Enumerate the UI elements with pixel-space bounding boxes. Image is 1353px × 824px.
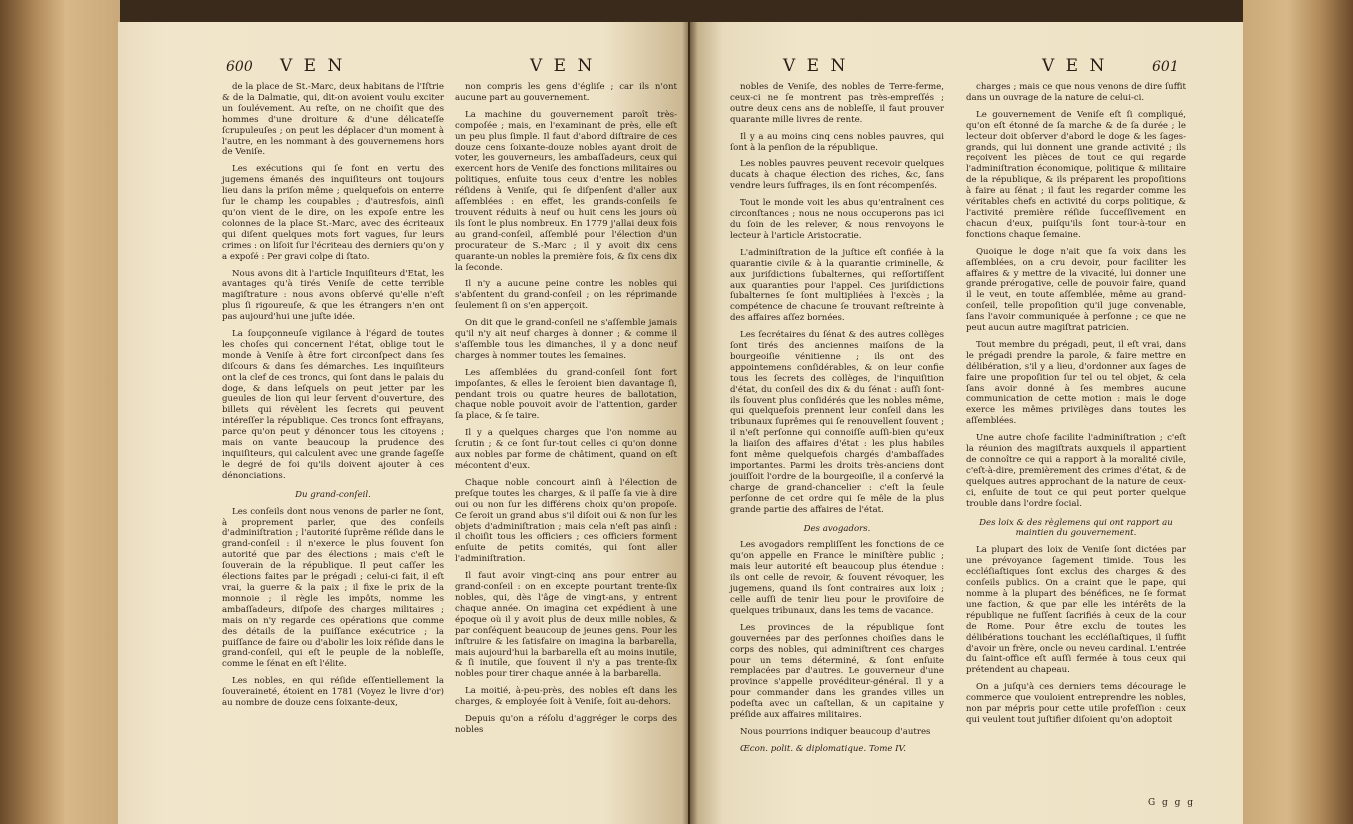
- section-title: Des loix & des règlemens qui ont rapport au maintien du gouvernement.: [979, 517, 1173, 539]
- paragraph: Tout le monde voit les abus qu'entraînent ces circonſtances ; nous ne nous occuperons pas ici du ſoin de les relever, & nous renvoyons le lecteur à l'article Aristocratie.: [730, 198, 944, 241]
- paragraph: Les exécutions qui ſe font en vertu des jugemens émanés des inquiſiteurs ont toujours lieu dans la priſon même ; quelquefois on enterre ſur le champ les coupables ; d'autresfois, ainſi qu'on vient de le dire, on les expoſe entre les colonnes de la place St.-Marc, avec des écriteaux qui diſent quelques mots fort vagues, ſur leurs crimes : on liſoit ſur l'écriteau des derniers qu'on y a expoſé : Per gravi colpe di ſtato.: [222, 164, 444, 262]
- paragraph: L'adminiſtration de la juſtice eſt confiée à la quarantie civile & à la quarantie criminelle, & aux juriſdictions ſubalternes, qui reſſortiſſent aux quaranties pour l'appel. Ces juriſdictions ſubalternes ſe ſont multipliées à l'excès ; la compétence de chacune ſe trouvant reſtreinte à des affaires aſſez bornées.: [730, 247, 944, 324]
- paragraph: Il y a quelques charges que l'on nomme au ſcrutin ; & ce ſont ſur-tout celles ci qu'on donne aux nobles par forme de châtiment, quand on eſt mécontent d'eux.: [455, 428, 677, 471]
- book-edge-left: [0, 0, 120, 824]
- left-running-head-a: V E N: [280, 56, 346, 76]
- right-running-head-a: V E N: [783, 56, 849, 76]
- right-page-number: 601: [1152, 59, 1179, 75]
- paragraph: Il faut avoir vingt-cinq ans pour entrer au grand-conſeil : on en excepte pourtant trente-ſix nobles, qui, dès l'âge de vingt-ans, y entrent chaque année. On imagina cet expédient à une époque où il y avoit plus de deux mille nobles, & par conſéquent beaucoup de jeunes gens. Pour les inſtruire & les ſatisfaire on imagina la barbarella, mais aujourd'hui la barbarella eſt au moins inutile, & ſi inutile, que ſouvent il n'y a pas trente-ſix nobles pour tirer chaque année à la barbarella.: [455, 571, 677, 680]
- paragraph: La plupart des loix de Veniſe ſont dictées par une prévoyance ſagement timide. Tous les eccléſiaſtiques ſont exclus des charges & des conſeils publics. On a craint que le pape, qui nomme à la plupart des bénéfices, ne ſe format une faction, & que par elle les intérêts de la république ne fuſſent ſacrifiés à ceux de la cour de Rome. Pour être exclu de toutes les délibérations touchant les eccléſiaſtiques, il ſuffit d'avoir un frère, oncle ou neveu cardinal. L'entrée du ſaint-office eſt auſſi fermée à tous ceux qui prétendent au chapeau.: [966, 545, 1186, 676]
- section-title: Des avogadors.: [803, 523, 871, 534]
- paragraph: Les nobles pauvres peuvent recevoir quelques ducats à chaque élection des riches, &c, ſans vendre leurs ſuffrages, ils en ſont récompenſés.: [730, 159, 944, 192]
- paragraph: Le gouvernement de Veniſe eſt ſi compliqué, qu'on eſt étonné de ſa marche & de ſa durée ; le lecteur doit obſerver d'abord le doge & les ſages-grands, qui lui donnent une grande activité ; ils reçoivent les pièces de tout ce qui regarde l'adminiſtration économique, politique & militaire de la république, & ils préparent les propoſitions à faire au ſénat ; il faut les regarder comme les véritables chefs en activité du corps politique, & l'activité première réſide ſucceſſivement en chacun d'eux, puiſqu'ils ſont tour-à-tour en fonctions chaque ſemaine.: [966, 109, 1186, 240]
- paragraph: Les nobles, en qui réſide eſſentiellement la ſouveraineté, étoient en 1781 (Voyez le livre d'or) au nombre de douze cens ſoixante-deux,: [222, 676, 444, 709]
- paragraph: La ſoupçonneuſe vigilance à l'égard de toutes les choſes qui concernent l'état, oblige tout le monde à Veniſe à être fort circonſpect dans ſes diſcours & dans ſes démarches. Les inquiſiteurs ont la clef de ces troncs, qui ſont dans le palais du doge, & dans leſquels on peut jetter par les gueules de lion qui leur ſervent d'ouverture, des billets qui révèlent les ſecrets qui peuvent intéreſſer la république. Ces troncs ſont effrayans, parce qu'on peut y dénoncer tous les citoyens ; mais on vante beaucoup la prudence des inquiſiteurs, qui calculent avec une grande ſageſſe le degré de foi qu'ils doivent ajouter à ces dénonciations.: [222, 329, 444, 481]
- right-column-2: [966, 82, 1186, 732]
- paragraph: La moitié, à-peu-près, des nobles eſt dans les charges, & employée ſoit à Veniſe, ſoit au-dehors.: [455, 686, 677, 708]
- left-column-1: [222, 82, 444, 715]
- paragraph: Chaque noble concourt ainſi à l'élection de preſque toutes les charges, & il paſſe ſa vie à dire oui ou non ſur les différens choix qu'on propoſe. Ce ſeroit un grand abus s'il diſoit oui & non ſur les objets d'adminiſtration ; mais cela n'eſt pas ainſi : il choiſit tous les officiers ; ces officiers forment enſuite de petits comités, qui ſont aller l'adminiſtration.: [455, 477, 677, 565]
- paragraph: non compris les gens d'égliſe ; car ils n'ont aucune part au gouvernement.: [455, 82, 677, 103]
- paragraph: Les provinces de la république ſont gouvernées par des perſonnes choiſies dans le corps des nobles, qui adminiſtrent ces charges pour un tems déterminé, & ſont enſuite remplacées par d'autres. Le gouverneur d'une province s'appelle provéditeur-général. Il y a pour commander dans les grandes villes un podeſta avec un caſtellan, & un capitaine y préſide aux affaires militaires.: [730, 622, 944, 721]
- section-title: Du grand-conſeil.: [295, 489, 371, 500]
- paragraph: On dit que le grand-conſeil ne s'aſſemble jamais qu'il n'y ait neuf charges à donner ; & comme il s'aſſemble tous les dimanches, il y a donc neuf charges à nommer toutes les ſemaines.: [455, 318, 677, 361]
- paragraph: Une autre choſe facilite l'adminiſtration ; c'eſt la réunion des magiſtrats auxquels il appartient de connoître ce qui a rapport à la moralité civile, c'eſt-à-dire, premièrement des crimes d'état, & de quelques autres approchant de la nature de ceux-ci, enſuite de tout ce qui peut porter quelque trouble dans l'ordre ſocial.: [966, 433, 1186, 509]
- paragraph: Les conſeils dont nous venons de parler ne ſont, à proprement parler, que des conſeils d'adminiſtration ; l'autorité ſuprême réſide dans le grand-conſeil : il n'exerce le plus ſouvent ſon autorité que par des élections ; mais c'eſt le ſouverain de la république. Il peut caſſer les élections faites par le prégadi ; celui-ci fait, il eſt vrai, la guerre & la paix ; il fixe le prix de la monnoie ; il règle les impôts, nomme les ambaſſadeurs, diſpoſe des charges militaires ; mais on n'y regarde ces opérations que comme des détails de la puiſſance exécutrice ; la puiſſance de faire ou d'abolir les loix réſide dans le grand-conſeil, qui eſt le peuple de la nobleſſe, comme le ſénat en eſt l'élite.: [222, 506, 444, 670]
- left-running-head-b: V E N: [530, 56, 596, 76]
- book-edge-right: [1243, 0, 1353, 824]
- paragraph: Depuis qu'on a réſolu d'aggréger le corps des nobles: [455, 714, 677, 735]
- right-page: [690, 22, 1243, 824]
- right-running-head-b: V E N: [1042, 56, 1108, 76]
- paragraph: Quoique le doge n'ait que ſa voix dans les aſſemblées, on a cru devoir, pour faciliter les affaires & y mettre de la vivacité, lui donner une grande prérogative, celle de pouvoir faire, quand il le veut, en toute aſſemblée, même au grand-conſeil, telle propoſition qu'il juge convenable, ſans l'avoir communiquée à perſonne ; ce que ne peut aucun autre magiſtrat patricien.: [966, 246, 1186, 334]
- paragraph: Il y a au moins cinq cens nobles pauvres, qui ſont à la penſion de la république.: [730, 131, 944, 153]
- paragraph: Nous avons dit à l'article Inquiſiteurs d'Etat, les avantages qu'à tirés Veniſe de cette terrible magiſtrature : nous avons obſervé qu'elle n'eſt plus ſi rigoureuſe, & que les étrangers n'en ont pas aujourd'hui une juſte idée.: [222, 268, 444, 323]
- book-gutter: [682, 22, 698, 824]
- footer-note: Œcon. polit. & diplomatique. Tome IV.: [740, 743, 906, 754]
- paragraph: charges ; mais ce que nous venons de dire ſuffit dans un ouvrage de la nature de celui-ci.: [966, 82, 1186, 103]
- paragraph: Nous pourrions indiquer beaucoup d'autres: [740, 726, 931, 737]
- signature-mark: G g g g: [1148, 798, 1196, 808]
- open-book: [118, 22, 1243, 824]
- paragraph: On a juſqu'à ces derniers tems décourage le commerce que vouloient entreprendre les nobles, non par mépris pour cette utile profeſſion : ceux qui veulent tout juſtifier diſoient qu'on adoptoit: [966, 682, 1186, 725]
- right-column-1: [730, 82, 944, 761]
- paragraph: Les ſecrétaires du ſénat & des autres collèges ſont tirés des anciennes maiſons de la bourgeoiſie vénitienne ; ils ont des appointemens conſidérables, & on leur confie tous les ſecrets des collèges, de l'inquiſition d'état, du conſeil des dix & du ſénat : auſſi ſont-ils ſouvent plus conſidérés que les nobles même, qui quelquefois prennent leur conſeil dans les tribunaux ſuprêmes qui ſe renouvellent ſouvent ; il n'eſt perſonne qui connoiſſe auſſi-bien qu'eux la liaiſon des affaires d'état : les plus habiles font même quelquefois chargés d'ambaſſades importantes. Parmi les droits très-anciens dont jouiſſoit l'ordre de la bourgeoiſie, il a conſervé la charge de grand-chancelier : c'eſt la ſeule perſonne de cet ordre qui ſe mêle de la plus grande partie des affaires de l'état.: [730, 330, 944, 515]
- left-page: [118, 22, 688, 824]
- paragraph: nobles de Veniſe, des nobles de Terre-ferme, ceux-ci ne ſe montrent pas très-empreſſés ; outre deux cens ans de nobleſſe, il faut prouver quarante mille livres de rente.: [730, 82, 944, 125]
- paragraph: La machine du gouvernement paroît très-compoſée ; mais, en l'examinant de près, elle eſt un peu plus ſimple. Il faut d'abord diſtraire de ces douze cens ſoixante-douze nobles ayant droit de voter, les gouverneurs, les ambaſſadeurs, ceux qui exercent hors de Veniſe des fonctions militaires ou politiques, enſuite tous ceux d'entre les nobles réſidens à Veniſe, qui ſe diſpenſent d'aller aux aſſemblées : en effet, les grands-conſeils ſe trouvent réduits à neuf ou huit cens les jours où ils ſont le plus nombreux. En 1779 j'allai deux fois au grand-conſeil, aſſemblé pour l'élection d'un procurateur de S.-Marc ; il y avoit dix cens quarante-un nobles la première fois, & ſix cens dix la ſeconde.: [455, 109, 677, 273]
- paragraph: Les aſſemblées du grand-conſeil ſont fort impoſantes, & elles le ſeroient bien davantage ſi, pendant trois ou quatre heures de ballotation, chaque noble pouvoit avoir de l'attention, garder ſa place, & ſe taire.: [455, 367, 677, 422]
- left-page-number: 600: [226, 59, 253, 75]
- paragraph: Les avogadors rempliſſent les fonctions de ce qu'on appelle en France le miniſtère public ; mais leur autorité eſt beaucoup plus étendue : ils ont celle de revoir, & ſouvent révoquer, les jugemens, quand ils ſont contraires aux loix ; celle auſſi de tenir lieu pour le proviſoire de quelques tribunaux, dans les tems de vacance.: [730, 540, 944, 616]
- paragraph: de la place de St.-Marc, deux habitans de l'Iſtrie & de la Dalmatie, qui, dit-on avoient voulu exciter un ſoulévement. Au reſte, on ne choiſit que des hommes d'une droiture & d'une délicateſſe ſcrupuleuſes ; on peut les déplacer d'un moment à l'autre, en les nommant à des gouvernemens hors de Veniſe.: [222, 82, 444, 158]
- paragraph: Il n'y a aucune peine contre les nobles qui s'abſentent du grand-conſeil ; on les réprimande ſeulement ſi on s'en apperçoit.: [455, 279, 677, 312]
- paragraph: Tout membre du prégadi, peut, il eſt vrai, dans le prégadi prendre la parole, & faire mettre en délibération, s'il y a lieu, d'ordonner aux ſages de faire une propoſition ſur tel ou tel objet, & cela ſans avoir donné à ſes membres aucune communication de cette motion : mais le doge exerce les mêmes privilèges dans toutes les aſſemblées.: [966, 339, 1186, 427]
- left-column-2: [455, 82, 677, 742]
